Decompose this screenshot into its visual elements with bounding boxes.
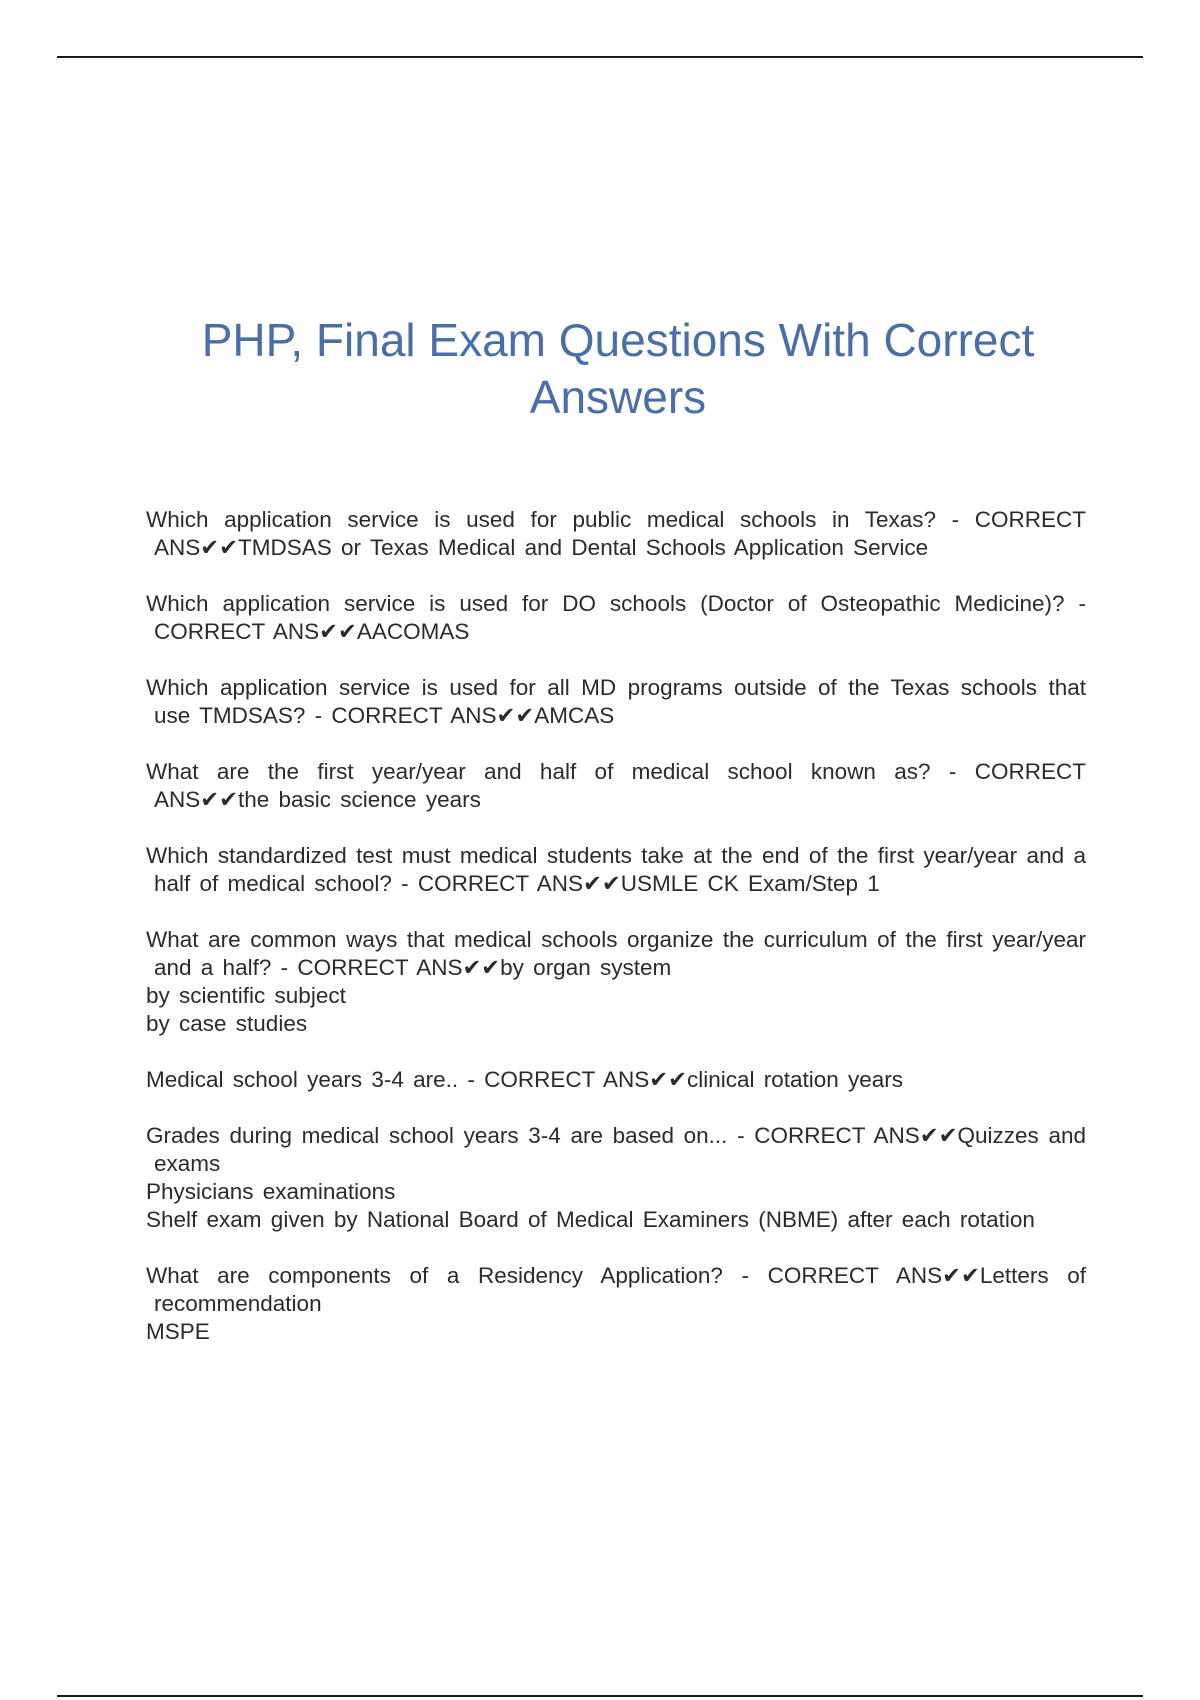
qa-text: Which application service is used for public medical schools in Texas? - CORRECT ANS✔✔TMDSAS or Texas Medical and Dental Schools Application Service	[146, 507, 1086, 560]
qa-text: Which standardized test must medical students take at the end of the first year/year and a half of medical school? - CORRECT ANS✔✔USMLE CK Exam/Step 1	[146, 843, 1086, 896]
qa-text: What are components of a Residency Application? - CORRECT ANS✔✔Letters of recommendation	[146, 1263, 1086, 1316]
qa-text: Which application service is used for DO schools (Doctor of Osteopathic Medicine)? - CORRECT ANS✔✔AACOMAS	[146, 591, 1086, 644]
qa-extra-line: by scientific subject	[146, 983, 346, 1008]
qa-text: What are common ways that medical schools organize the curriculum of the first year/year and a half? - CORRECT ANS✔✔by organ system	[146, 927, 1086, 980]
qa-text: Medical school years 3-4 are.. - CORRECT ANS✔✔clinical rotation years	[146, 1067, 904, 1092]
qa-text: Grades during medical school years 3-4 are based on... - CORRECT ANS✔✔Quizzes and exams	[146, 1123, 1086, 1176]
top-rule	[57, 56, 1143, 58]
qa-text: Which application service is used for all MD programs outside of the Texas schools that use TMDSAS? - CORRECT ANS✔✔AMCAS	[146, 675, 1086, 728]
qa-item	[146, 674, 1086, 730]
qa-item	[146, 926, 1086, 1038]
qa-item	[146, 758, 1086, 814]
qa-list	[146, 506, 1086, 1374]
qa-item	[146, 842, 1086, 898]
qa-text: What are the first year/year and half of medical school known as? - CORRECT ANS✔✔the basic science years	[146, 759, 1086, 812]
bottom-rule	[57, 1695, 1143, 1697]
qa-extra-line: Shelf exam given by National Board of Medical Examiners (NBME) after each rotation	[146, 1207, 1035, 1232]
qa-item	[146, 1066, 1086, 1094]
document-title: PHP, Final Exam Questions With Correct Answers	[201, 314, 1035, 423]
qa-item	[146, 1262, 1086, 1346]
qa-extra-line: by case studies	[146, 1011, 308, 1036]
qa-item	[146, 506, 1086, 562]
qa-item	[146, 590, 1086, 646]
qa-extra-line: Physicians examinations	[146, 1179, 396, 1204]
qa-item	[146, 1122, 1086, 1234]
qa-extra-line: MSPE	[146, 1319, 210, 1344]
